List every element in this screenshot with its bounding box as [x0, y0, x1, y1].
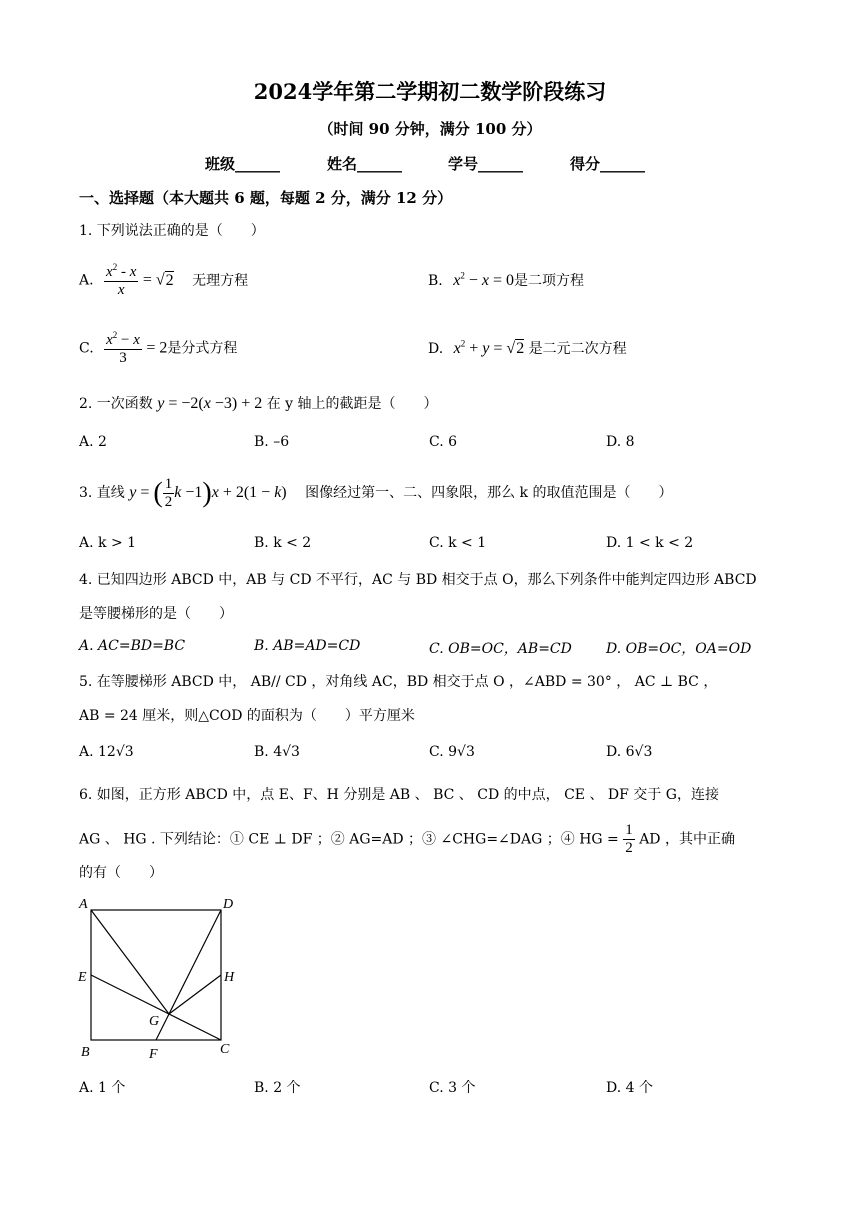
label-f: F: [149, 1047, 158, 1062]
class-field: 班级______: [205, 155, 281, 173]
page-title: 2024学年第二学期初二数学阶段练习: [253, 79, 607, 104]
q2-stem: 2. 一次函数 y = −2(x −3) + 2 在 y 轴上的截距是（ ）: [79, 395, 438, 412]
q1-b-label: B.: [428, 273, 443, 289]
q6-option-b: B. 2 个: [254, 1080, 301, 1096]
q3-suffix: 图像经过第一、二、四象限，那么 k 的取值范围是（ ）: [305, 485, 673, 502]
q1-option-b: B. $x^2 - x = 0$是二项方程: [428, 270, 584, 289]
q3-prefix: 3. 直线: [79, 485, 125, 502]
q1-option-a: A. $\frac{x^2 - x}{x}$ = √2 无理方程: [79, 262, 249, 298]
q2-option-d: D. 8: [606, 434, 635, 450]
name-field: 姓名______: [327, 155, 403, 173]
q2-option-b: B. –6: [254, 434, 290, 450]
q3-option-d: D. 1 < k < 2: [606, 535, 694, 551]
q1-a-label: A.: [79, 272, 94, 289]
q3-option-c: C. k < 1: [429, 535, 487, 551]
q1-a-text: 无理方程: [192, 272, 249, 289]
label-a: A: [79, 897, 88, 912]
q1-a-formula: $\frac{x^2 - x}{x}$: [106, 262, 137, 298]
q5-option-d: D. 6√3: [606, 744, 653, 760]
q6-option-a: A. 1 个: [79, 1080, 126, 1096]
q4-option-d: D. OB=OC，OA=OD: [606, 641, 752, 657]
q3-option-a: A. k > 1: [79, 535, 137, 551]
q6-line1: 6. 如图，正方形 ABCD 中，点 E、F、H 分别是 AB 、 BC 、 CD 的中点， CE 、 DF 交于 G，连接: [79, 787, 719, 803]
q2-option-c: C. 6: [429, 434, 458, 450]
q3-stem: 3. 直线 y = ( $\frac{1}{2}$ k −1)x + 2(1 − k) 图像经过第一、二、四象限，那么 k 的取值范围是（ ）: [79, 476, 673, 510]
student-id-field: 学号______: [448, 155, 524, 173]
q1-c-text: 是分式方程: [167, 340, 238, 357]
q4-option-b: B. AB=AD=CD: [254, 638, 361, 654]
q6-line2b: AD ，其中正确: [639, 831, 735, 848]
q5-option-a: A. 12√3: [79, 744, 134, 760]
label-h: H: [224, 970, 235, 985]
label-b: B: [81, 1045, 90, 1060]
q4-option-a: A. AC=BD=BC: [79, 638, 186, 654]
q1-d-label: D.: [428, 341, 444, 357]
q6-option-d: D. 4 个: [606, 1080, 653, 1096]
label-c: C: [220, 1042, 230, 1057]
page-subtitle: （时间 90 分钟，满分 100 分）: [318, 120, 542, 138]
label-g: G: [149, 1014, 160, 1029]
q1-d-text: 是二元二次方程: [528, 341, 627, 357]
q5-option-c: C. 9√3: [429, 744, 475, 760]
q1-stem: 1. 下列说法正确的是（ ）: [79, 223, 265, 239]
q6-line2: [79, 822, 735, 857]
label-d: D: [223, 897, 234, 912]
score-field: 得分______: [570, 155, 646, 173]
q4-line2: 是等腰梯形的是（ ）: [79, 606, 233, 622]
label-e: E: [78, 970, 87, 985]
q4-option-c: C. OB=OC，AB=CD: [429, 641, 572, 657]
q6-line2a: AG 、 HG . 下列结论：① CE ⊥ DF ；② AG=AD ；③ ∠CHG=∠DAG ；④ HG =: [79, 831, 619, 848]
q5-line2: AB = 24 厘米，则△COD 的面积为（ ）平方厘米: [79, 708, 415, 724]
q5-option-b: B. 4√3: [254, 744, 300, 760]
q1-c-formula: $\frac{x^2 - x}{3}$: [106, 330, 140, 366]
q5-line1: 5. 在等腰梯形 ABCD 中， AB// CD ，对角线 AC，BD 相交于点 O ，∠ABD = 30° ， AC ⊥ BC ，: [79, 674, 718, 690]
square-figure: [74, 893, 244, 1063]
q2-prefix: 2. 一次函数: [79, 396, 153, 412]
q6-option-c: C. 3 个: [429, 1080, 476, 1096]
q1-option-d: D. $x^2 + y = √2$ 是二元二次方程: [428, 338, 627, 357]
q2-option-a: A. 2: [79, 434, 107, 450]
q1-c-label: C.: [79, 340, 94, 357]
section-heading: 一、选择题（本大题共 6 题，每题 2 分，满分 12 分）: [79, 189, 453, 207]
q6-line3: 的有（ ）: [79, 865, 163, 881]
q1-option-c: C. $\frac{x^2 - x}{3}$ = 2是分式方程: [79, 330, 238, 366]
q6-fraction: $\frac{1}{2}$: [625, 822, 633, 856]
q4-line1: 4. 已知四边形 ABCD 中，AB 与 CD 不平行，AC 与 BD 相交于点 O，那么下列条件中能判定四边形 ABCD: [79, 572, 757, 588]
q3-option-b: B. k < 2: [254, 535, 312, 551]
q1-b-text: 是二项方程: [513, 273, 584, 289]
q2-suffix: 在 y 轴上的截距是（ ）: [266, 396, 438, 412]
